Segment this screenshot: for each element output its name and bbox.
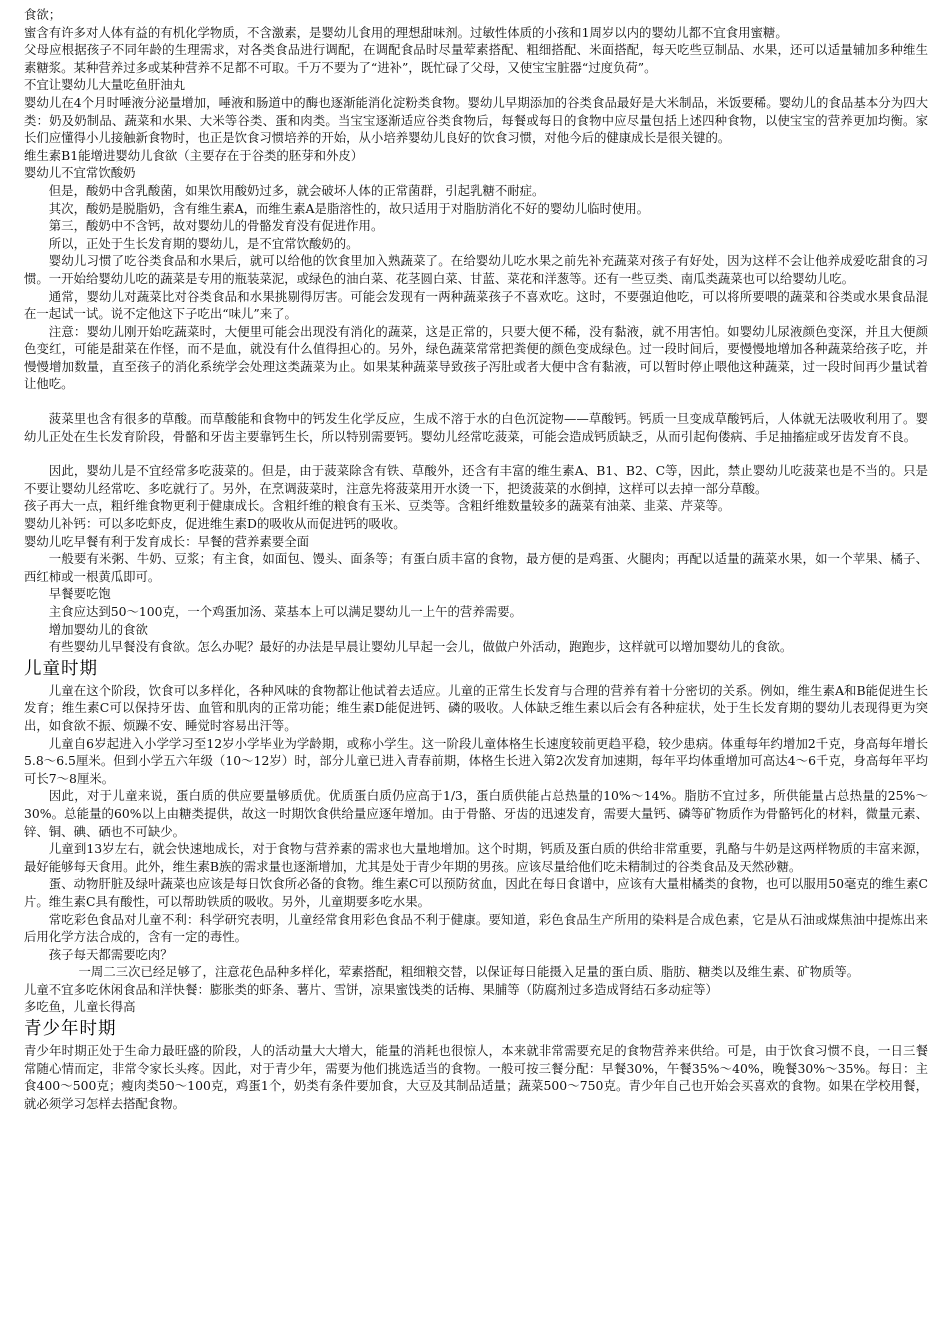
paragraph: 注意：婴幼儿刚开始吃蔬菜时，大便里可能会出现没有消化的蔬菜，这是正常的，只要大便不稀，没有黏液，就不用害怕。如婴幼儿尿液颜色变深，并且大便颜色变红，可能是甜菜在作怪，而不是血，就没有什么值得担心的。另外，绿色蔬菜常常把粪便的颜色变成绿色。过一段时间后，要慢慢地增加各种蔬菜给孩子吃，并慢慢增加数量，直至孩子的消化系统学会处理这类蔬菜为止。如果某种蔬菜导致孩子泻肚或者大便中含有黏液，可以暂时停止喂他这种蔬菜，过一段时间再少量试着让他吃。 [24, 323, 928, 392]
paragraph: 孩子再大一点，粗纤维食物更利于健康成长。含粗纤维的粮食有玉米、豆类等。含粗纤维数量较多的蔬菜有油菜、韭菜、芹菜等。 [24, 498, 731, 514]
paragraph: 但是，酸奶中含乳酸菌，如果饮用酸奶过多，就会破坏人体的正常菌群，引起乳糖不耐症。 [48, 182, 545, 198]
subheading: 增加婴幼儿的食欲 [48, 621, 148, 637]
paragraph: 因此，婴幼儿是不宜经常多吃菠菜的。但是，由于菠菜除含有铁、草酸外，还含有丰富的维生素A、B1、B2、C等，因此，禁止婴幼儿吃菠菜也是不当的。只是不要让婴幼儿经常吃、多吃就行了。另外，在烹调菠菜时，注意先将菠菜用开水烫一下，把烫菠菜的水倒掉，这样可以去掉一部分草酸。 [24, 463, 928, 496]
paragraph: 食欲； [24, 7, 62, 22]
childhood-section [24, 658, 928, 1016]
adolescence-section [24, 1018, 928, 1112]
paragraph: 常吃彩色食品对儿童不利：科学研究表明，儿童经常食用彩色食品不利于健康。要知道，彩色食品生产所用的染料是合成色素，它是从石油或煤焦油中提炼出来后用化学方法合成的，含有一定的毒性。 [24, 911, 928, 945]
infant-section [24, 6, 928, 656]
subheading: 维生素B1能增进婴幼儿食欲（主要存在于谷类的胚芽和外皮） [24, 147, 364, 163]
paragraph: 儿童不宜多吃休闲食品和洋快餐：膨胀类的虾条、薯片、雪饼，凉果蜜饯类的话梅、果脯等（防腐剂过多造成肾结石多动症等） [24, 981, 718, 997]
subheading: 多吃鱼，儿童长得高 [24, 999, 136, 1015]
paragraph: 一般要有米粥、牛奶、豆浆；有主食，如面包、馒头、面条等；有蛋白质丰富的食物，最方便的是鸡蛋、火腿肉；再配以适量的蔬菜水果，如一个苹果、橘子、西红柿或一根黄瓜即可。 [24, 551, 928, 584]
paragraph: 因此，对于儿童来说，蛋白质的供应要量够质优。优质蛋白质仍应高于1/3，蛋白质供能占总热量的10%～14%。脂肪不宜过多，所供能量占总热量的25%～30%。总能量的60%以上由糖类提供，故这一时期饮食供给量应逐年增加。由于骨骼、牙齿的迅速发育，需要大量钙、磷等矿物质作为骨骼钙化的材料，微量元素、锌、铜、碘、硒也不可缺少。 [24, 788, 928, 839]
paragraph: 儿童在这个阶段，饮食可以多样化，各种风味的食物都让他试着去适应。儿童的正常生长发育与合理的营养有着十分密切的关系。例如，维生素A和B能促进生长发育；维生素C可以保持牙齿、血管和肌肉的正常功能；维生素D能促进钙、磷的吸收。人体缺乏维生素以后会有各种症状，处于生长发育期的婴幼儿表现得更为突出，如食欲不振、烦躁不安、睡觉时容易出汗等。 [24, 682, 928, 733]
subheading: 不宜让婴幼儿大量吃鱼肝油丸 [24, 77, 186, 93]
paragraph: 父母应根据孩子不同年龄的生理需求，对各类食品进行调配，在调配食品时尽量荤素搭配、粗细搭配、米面搭配，每天吃些豆制品、水果，还可以适量辅加多种维生素糖浆。某种营养过多或某种营养不足都不可取。千万不要为了“进补”，既忙碌了父母，又使宝宝脏器“过度负荷”。 [24, 42, 928, 75]
paragraph: 婴幼儿在4个月时唾液分泌量增加，唾液和肠道中的酶也逐渐能消化淀粉类食物。婴幼儿早期添加的谷类食品最好是大米制品，米饭要稀。婴幼儿的食品基本分为四大类：奶及奶制品、蔬菜和水果、大米等谷类、蛋和肉类。当宝宝逐渐适应谷类食物后，每餐或每日的食物中应尽量包括上述四种食物，以使宝宝的营养更加均衡。家长们应懂得小儿接触新食物时，也正是饮食习惯培养的开始，从小培养婴幼儿良好的饮食习惯，对他今后的健康成长是很关键的。 [24, 94, 928, 146]
paragraph: 一周二三次已经足够了，注意花色品种多样化，荤素搭配，粗细粮交替，以保证每日能摄入足量的蛋白质、脂肪、糖类以及维生素、矿物质等。 [78, 964, 860, 980]
section-heading: 儿童时期 [24, 658, 98, 679]
paragraph: 通常，婴幼儿对蔬菜比对谷类食品和水果挑剔得厉害。可能会发现有一两种蔬菜孩子不喜欢吃。这时，不要强迫他吃，可以将所要喂的蔬菜和谷类或水果食品混在一起试一试。说不定他这下子吃出“味儿”来了。 [24, 288, 928, 322]
paragraph: 菠菜里也含有很多的草酸。而草酸能和食物中的钙发生化学反应，生成不溶于水的白色沉淀物——草酸钙。钙质一旦变成草酸钙后，人体就无法吸收利用了。婴幼儿正处在生长发育阶段，骨骼和牙齿主要靠钙生长，所以特别需要钙。婴幼儿经常吃菠菜，可能会造成钙质缺乏，从而引起佝偻病、手足抽搐症或牙齿发育不良。 [24, 411, 928, 444]
paragraph: 有些婴幼儿早餐没有食欲。怎么办呢？最好的办法是早晨让婴幼儿早起一会儿，做做户外活动，跑跑步，这样就可以增加婴幼儿的食欲。 [48, 639, 793, 655]
spacer [24, 393, 928, 410]
subheading: 早餐要吃饱 [48, 586, 111, 602]
spacer [24, 445, 928, 462]
paragraph: 儿童到13岁左右，就会快速地成长，对于食物与营养素的需求也大量地增加。这个时期，钙质及蛋白质的供给非常重要，乳酪与牛奶是这两样物质的丰富来源，最好能够每天食用。此外，维生素B族的需求量也逐渐增加，尤其是处于青少年期的男孩。应该尽量给他们吃未精制过的谷类食品及天然砂糖。 [24, 841, 928, 874]
paragraph: 主食应达到50～100克，一个鸡蛋加汤、菜基本上可以满足婴幼儿一上午的营养需要。 [48, 604, 522, 619]
paragraph: 其次，酸奶是脱脂奶，含有维生素A，而维生素A是脂溶性的，故只适用于对脂肪消化不好的婴幼儿临时使用。 [48, 200, 650, 216]
paragraph: 第三，酸奶中不含钙，故对婴幼儿的骨骼发育没有促进作用。 [48, 218, 384, 234]
paragraph: 婴幼儿补钙：可以多吃虾皮，促进维生素D的吸收从而促进钙的吸收。 [24, 516, 406, 532]
paragraph: 儿童自6岁起进入小学学习至12岁小学毕业为学龄期，或称小学生。这一阶段儿童体格生长速度较前更趋平稳，较少患病。体重每年约增加2千克，身高每年增长5.8～6.5厘米。但到小学五六年级（10～12岁）时，部分儿童已进入青春前期，体格生长进入第2次发育加速期，每年平均体重增加可高达4～6千克，身高每年平均可长7～8厘米。 [24, 735, 928, 786]
paragraph: 青少年时期正处于生命力最旺盛的阶段，人的活动量大大增大，能量的消耗也很惊人，本来就非常需要充足的食物营养来供给。可是，由于饮食习惯不良，一日三餐常随心情而定，非常令家长头疼。因此，对于青少年，需要为他们挑选适当的食物。一般可按三餐分配：早餐30%，午餐35%～40%，晚餐30%～35%。每日：主食400～500克；瘦肉类50～100克，鸡蛋1个，奶类有条件要加食，大豆及其制品适量；蔬菜500～750克。青少年自己也开始会买喜欢的食物。如果在学校用餐，就必须学习怎样去搭配食物。 [24, 1043, 928, 1111]
section-heading: 青少年时期 [24, 1019, 117, 1040]
subheading: 孩子每天都需要吃肉？ [48, 946, 173, 962]
subheading: 婴幼儿不宜常饮酸奶 [24, 165, 136, 181]
subheading: 婴幼儿吃早餐有利于发育成长：早餐的营养素要全面 [24, 533, 309, 549]
paragraph: 婴幼儿习惯了吃谷类食品和水果后，就可以给他的饮食里加入熟蔬菜了。在给婴幼儿吃水果之前先补充蔬菜对孩子有好处，因为这样不会让他养成爱吃甜食的习惯。一开始给婴幼儿吃的蔬菜是专用的瓶装菜泥，或绿色的油白菜、花茎圆白菜、甘蓝、菜花和洋葱等。还有一些豆类、南瓜类蔬菜也可以给婴幼儿吃。 [24, 253, 928, 286]
paragraph: 所以，正处于生长发育期的婴幼儿，是不宜常饮酸奶的。 [48, 235, 359, 251]
paragraph: 蜜含有许多对人体有益的有机化学物质，不含激素，是婴幼儿食用的理想甜味剂。过敏性体质的小孩和1周岁以内的婴幼儿都不宜食用蜜糖。 [24, 24, 788, 40]
paragraph: 蛋、动物肝脏及绿叶蔬菜也应该是每日饮食所必备的食物。维生素C可以预防贫血，因此在每日食谱中，应该有大量柑橘类的食物，也可以服用50毫克的维生素C片。维生素C具有酸性，可以帮助铁质的吸收。另外，儿童期要多吃水果。 [24, 876, 928, 909]
